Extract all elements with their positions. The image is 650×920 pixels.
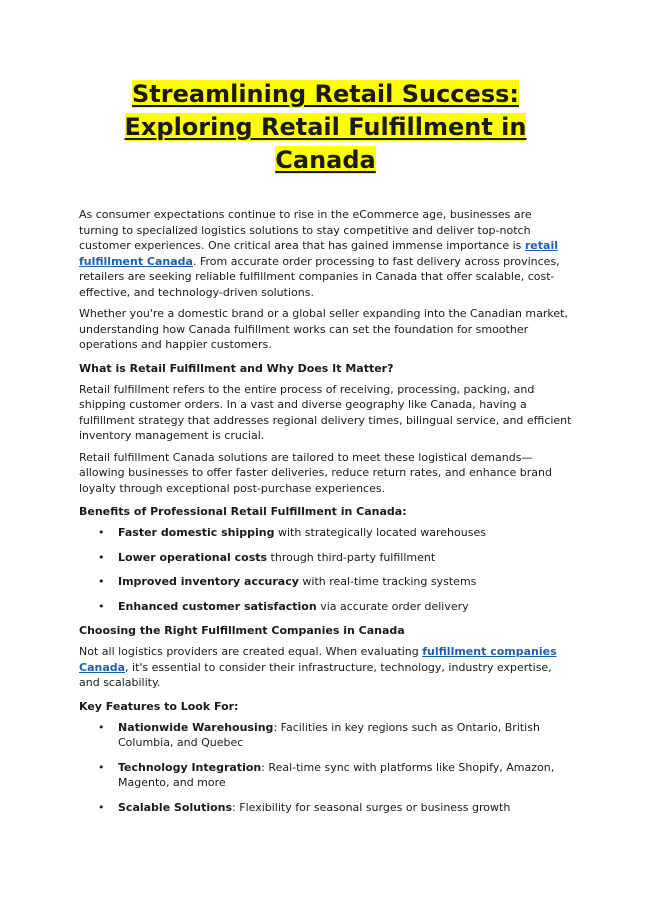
fulfillment-companies-link[interactable]: fulfillment companies Canada [79,645,557,674]
section1-paragraph-2: Retail fulfillment Canada solutions are tailored to meet these logistical demands—allowing businesses to offer faster deliveries, reduce return rates, and enhance brand loyalty through exceptional post-purchase experiences. [79,450,552,495]
intro-text-cont: . From accurate order processing to fast delivery across provinces, retailers are seeking reliable fulfillment companies in Canada that offer scalable, cost-effective, and technology-driven solutions. [79,254,560,299]
page-title: Streamlining Retail Success: Exploring Retail Fulfillment in Canada [124,80,527,174]
features-list [79,720,572,816]
item-bold: Scalable Solutions [118,800,233,814]
section2-text: Not all logistics providers are created equal. When evaluating [79,645,423,658]
list-item [79,760,572,791]
item-bold: Lower operational costs [118,550,268,564]
bullet-icon: • [98,720,105,734]
section-heading-what-is: What is Retail Fulfillment and Why Does It Matter? [79,361,394,375]
section2-paragraph [79,644,572,691]
bullet-icon: • [98,550,105,564]
document-body [79,207,572,815]
list-item [79,720,572,751]
bullet-icon: • [98,599,105,613]
intro-text: As consumer expectations continue to rise in the eCommerce age, businesses are turning to specialized logistics solutions to stay competitive and deliver top-notch customer experiences. One critical area that has gained immense importance is [79,208,532,252]
bullet-icon: • [98,800,105,814]
bullet-icon: • [98,526,105,539]
bullet-icon: • [98,760,105,774]
section-heading-choosing: Choosing the Right Fulfillment Companies in Canada [79,624,405,637]
bullet-icon: • [98,575,105,588]
item-bold: Technology Integration [118,760,262,774]
item-bold: Enhanced customer satisfaction [118,599,317,613]
item-text: with real-time tracking systems [298,575,477,588]
item-bold: Nationwide Warehousing [118,720,274,734]
item-bold: Improved inventory accuracy [118,575,299,588]
retail-fulfillment-link[interactable]: retail fulfillment Canada [79,239,558,268]
title-block [79,0,572,177]
benefits-list [79,525,572,614]
item-bold: Faster domestic shipping [118,526,275,539]
list-item [79,599,572,615]
item-text: : Facilities in key regions such as Ontario, British Columbia, and Quebec [118,720,540,749]
list-item [79,525,572,541]
item-text: through third-party fulfillment [267,550,436,564]
list-item [79,574,572,590]
intro-paragraph-1 [79,207,572,300]
item-text: : Real-time sync with platforms like Shopify, Amazon, Magento, and more [118,760,555,789]
section-heading-benefits: Benefits of Professional Retail Fulfillment in Canada: [79,505,407,518]
section1-paragraph-1: Retail fulfillment refers to the entire process of receiving, processing, packing, and shipping customer orders. In a vast and diverse geography like Canada, having a fulfillment strategy that addresses regional delivery times, bilingual service, and efficient inventory management is crucial. [79,382,572,442]
list-item [79,800,572,816]
section2-text-cont: , it's essential to consider their infrastructure, technology, industry expertise, and scalability. [79,660,552,689]
item-text: via accurate order delivery [316,599,469,613]
item-text: with strategically located warehouses [274,526,486,539]
item-text: : Flexibility for seasonal surges or business growth [232,800,511,814]
list-item [79,550,572,566]
intro-paragraph-2: Whether you're a domestic brand or a global seller expanding into the Canadian market, understanding how Canada fulfillment works can set the foundation for smoother operations and happier customers. [79,307,568,351]
section-heading-features: Key Features to Look For: [79,699,239,713]
